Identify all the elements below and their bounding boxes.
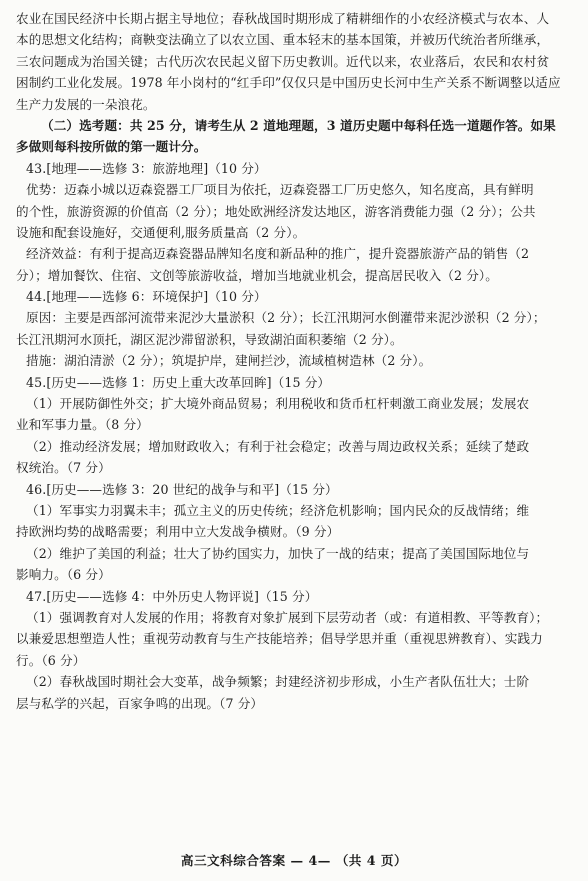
text-line: 长江汛期河水顶托，湖区泥沙滞留淤积，导致湖泊面积萎缩（2 分）。 [16,331,403,347]
text-line: 优势：迈森小城以迈森瓷器工厂项目为依托，迈森瓷器工厂历史悠久，知名度高，具有鲜明 [26,182,534,198]
text-line: 措施：湖泊清淤（2 分）；筑堤护岸，建闸拦沙，流域植树造林（2 分）。 [26,353,432,369]
text-line: 的个性，旅游资源的价值高（2 分）；地处欧洲经济发达地区，游客消费能力强（2 分）；公共 [16,203,536,219]
text-line: 困制约工业化发展。1978 年小岗村的“红手印”仅仅只是中国历史长河中生产关系不断调整以适应 [16,75,561,91]
text-line: （二）选考题：共 25 分，请考生从 2 道地理题，3 道历史题中每科任选一道题作答。如果 [41,117,556,133]
text-line: 层与私学的兴起，百家争鸣的出现。（7 分） [16,695,264,711]
text-line: 44.[地理——选修 6：环境保护]（10 分） [26,289,267,305]
text-line: 多做则每科按所做的第一题计分。 [16,139,207,155]
text-line: 46.[历史——选修 3：20 世纪的战争与和平]（15 分） [26,481,338,497]
text-line: 本的思想文化结构；商鞅变法确立了以农立国、重本轻末的基本国策，并被历代统治者所继承， [16,32,550,48]
text-line: 持欧洲均势的战略需要；利用中立大发战争横财。（9 分） [16,524,340,540]
text-line: 权统治。（7 分） [16,460,111,476]
text-line: （2）春秋战国时期社会大变革，战争频繁；封建经济初步形成，小生产者队伍壮大；士阶 [26,674,530,690]
text-line: 47.[历史——选修 4：中外历史人物评说]（15 分） [26,588,318,604]
text-line: （1）开展防御性外交；扩大境外商品贸易；利用税收和货币杠杆刺激工商业发展；发展农 [26,396,530,412]
text-line: 行。（6 分） [16,652,86,668]
text-line: 业和军事力量。（8 分） [16,417,149,433]
text-line: （2）推动经济发展；增加财政收入；有利于社会稳定；改善与周边政权关系；延续了楚政 [26,438,530,454]
text-line: 分）；增加餐饮、住宿、文创等旅游收益，增加当地就业机会，提高居民收入（2 分）。 [16,267,498,283]
text-line: 原因：主要是西部河流带来泥沙大量淤积（2 分）；长江汛期河水倒灌带来泥沙淤积（2 分）； [26,310,546,326]
text-line: 以兼爱思想塑造人性；重视劳动教育与生产技能培养；倡导学思并重（重视思辨教育）、实践力 [16,631,543,647]
text-line: 设施和配套设施好，交通便利,服务质量高（2 分）。 [16,224,306,240]
text-line: （2）维护了美国的利益；壮大了协约国实力，加快了一战的结束；提高了美国国际地位与 [26,545,530,561]
text-line: （1）强调教育对人发展的作用；将教育对象扩展到下层劳动者（或：有道相教、平等教育）； [26,609,549,625]
text-line: （1）军事实力羽翼未丰；孤立主义的历史传统；经济危机影响；国内民众的反战情绪；维 [26,502,530,518]
text-line: 43.[地理——选修 3：旅游地理]（10 分） [26,160,267,176]
text-line: 三农问题成为治国关键；古代历次农民起义留下历史教训。近代以来，农业落后，农民和农村贫 [16,53,550,69]
text-line: 生产力发展的一朵浪花。 [16,96,156,112]
page-footer: 高三文科综合答案 — 4— （共 4 页） [180,853,408,868]
text-line: 45.[历史——选修 1：历史上重大改革回眸]（15 分） [26,374,331,390]
text-line: 经济效益：有利于提高迈森瓷器品牌知名度和新品种的推广，提升瓷器旅游产品的销售（2 [26,246,530,262]
answer-content [16,8,572,714]
text-line: 农业在国民经济中长期占据主导地位；春秋战国时期形成了精耕细作的小农经济模式与农本、人 [16,11,550,26]
text-line: 影响力。（6 分） [16,567,111,583]
